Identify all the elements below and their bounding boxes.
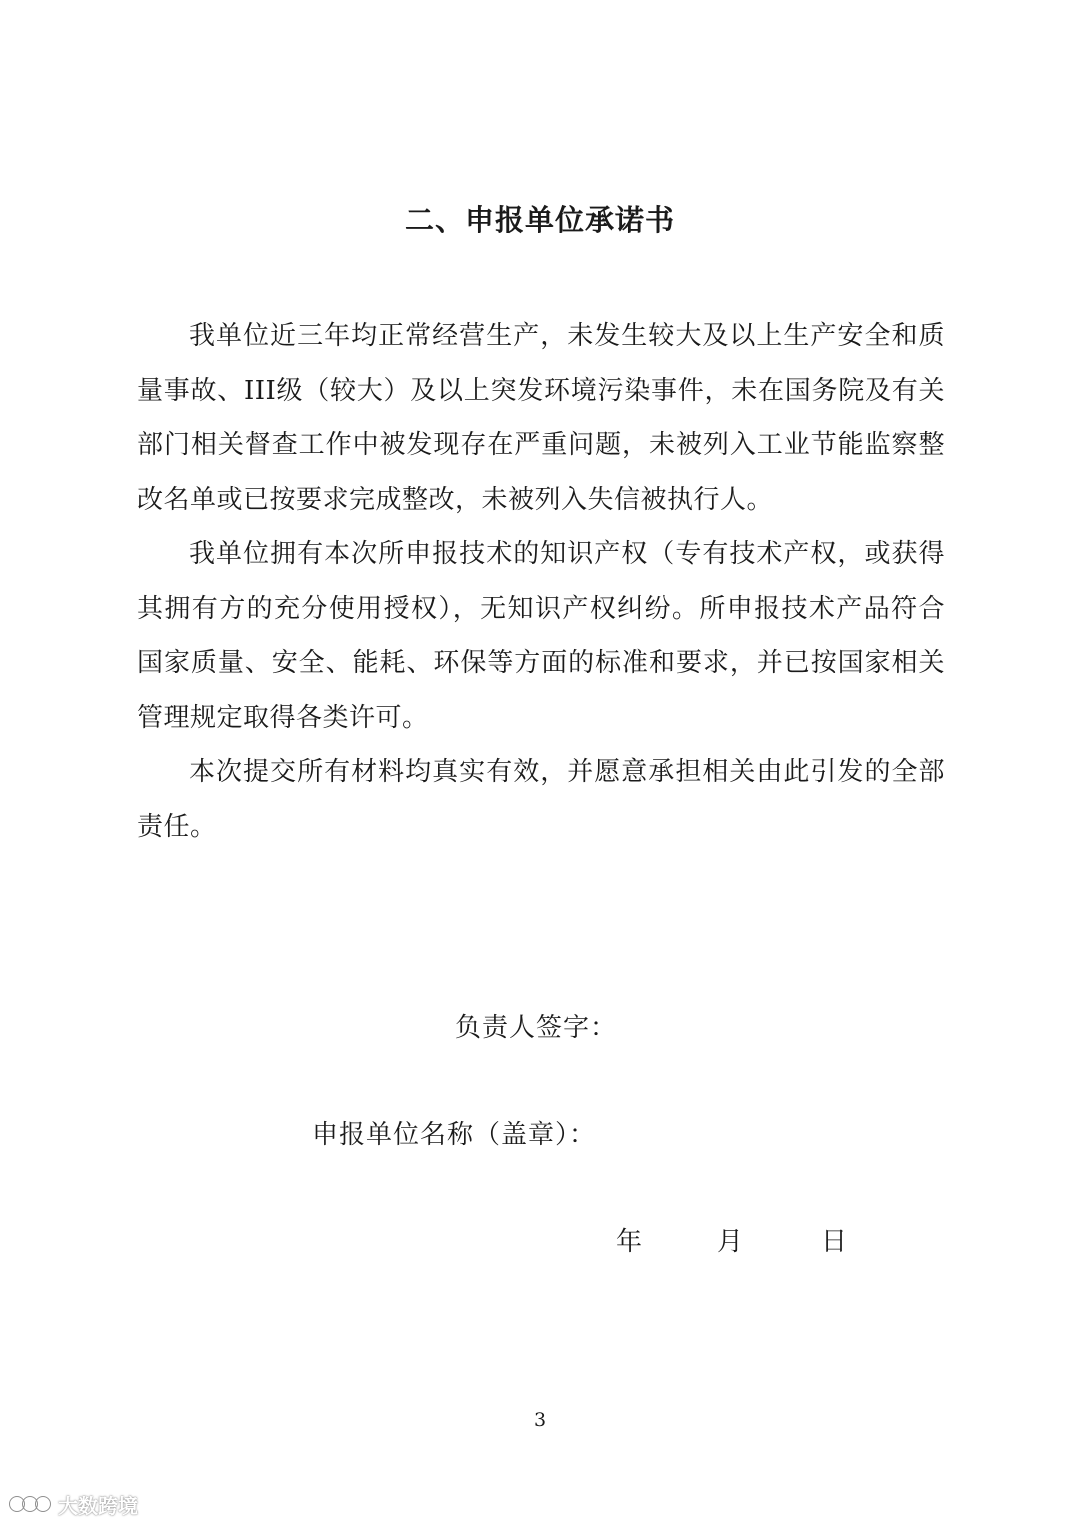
watermark [8, 1488, 138, 1520]
date-month-label: 月 [717, 1227, 744, 1257]
brand-logo-icon [8, 1490, 52, 1518]
paragraph-3: 本次提交所有材料均真实有效，并愿意承担相关由此引发的全部责任。 [137, 757, 945, 842]
page-number: 3 [533, 1409, 547, 1431]
paragraph-1: 我单位近三年均正常经营生产，未发生较大及以上生产安全和质量事故、III级（较大）及以上突发环境污染事件，未在国务院及有关部门相关督查工作中被发现存在严重问题，未被列入工业节能监察整改名单或已按要求完成整改，未被列入失信被执行人。 [137, 321, 945, 515]
document-title: 二、申报单位承诺书 [404, 203, 675, 237]
date-year-label: 年 [616, 1227, 643, 1257]
date-day-label: 日 [821, 1227, 848, 1257]
paragraph-2: 我单位拥有本次所申报技术的知识产权（专有技术产权，或获得其拥有方的充分使用授权），无知识产权纠纷。所申报技术产品符合国家质量、安全、能耗、环保等方面的标准和要求，并已按国家相关管理规定取得各类许可。 [137, 539, 945, 733]
commitment-body [137, 309, 945, 854]
unit-name-label: 申报单位名称（盖章）： [312, 1120, 597, 1150]
date-line [616, 1222, 847, 1262]
watermark-text: 大数跨境 [58, 1493, 138, 1518]
signature-label: 负责人签字： [455, 1013, 618, 1043]
